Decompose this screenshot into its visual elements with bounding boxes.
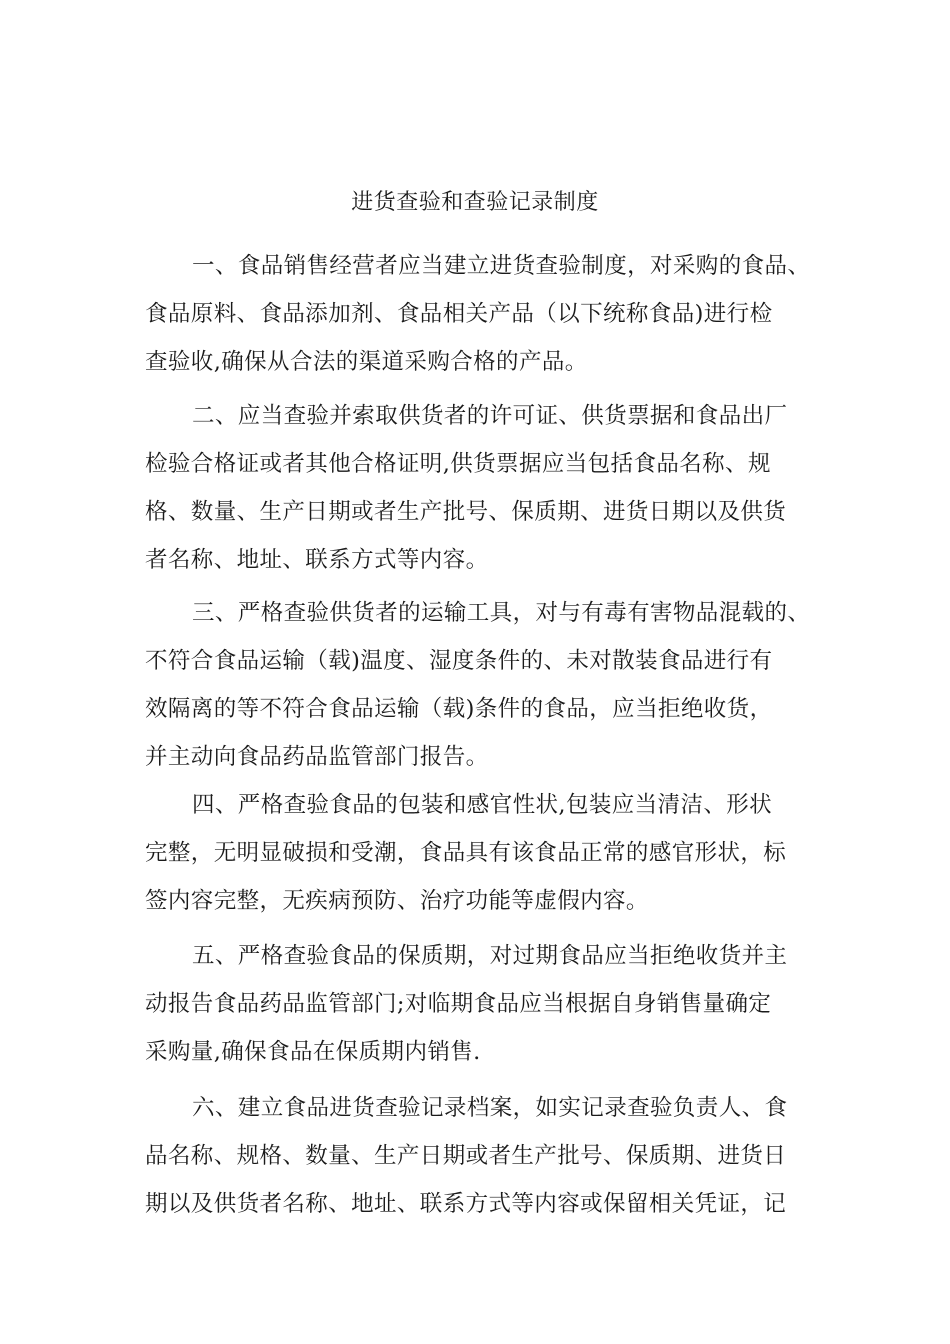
paragraph-line: 采购量,确保食品在保质期内销售.	[145, 1039, 481, 1065]
paragraph-line: 检验合格证或者其他合格证明,供货票据应当包括食品名称、规	[145, 451, 771, 477]
paragraph-6	[145, 1093, 825, 1237]
paragraph-line: 期以及供货者名称、地址、联系方式等内容或保留相关凭证，记	[145, 1191, 787, 1217]
paragraph-line: 二、应当查验并索取供货者的许可证、供货票据和食品出厂	[192, 403, 788, 429]
paragraph-3	[145, 598, 825, 790]
paragraph-line: 品名称、规格、数量、生产日期或者生产批号、保质期、进货日	[145, 1143, 787, 1169]
paragraph-line: 五、严格查验食品的保质期，对过期食品应当拒绝收货并主	[192, 943, 788, 969]
paragraph-line: 不符合食品运输（载)温度、湿度条件的、未对散装食品进行有	[145, 648, 773, 674]
paragraph-line: 四、严格查验食品的包装和感官性状,包装应当清洁、形状	[192, 792, 773, 818]
paragraph-line: 动报告食品药品监管部门;对临期食品应当根据自身销售量确定	[145, 991, 772, 1017]
paragraph-line: 效隔离的等不符合食品运输（载)条件的食品，应当拒绝收货，	[145, 696, 773, 722]
paragraph-line: 者名称、地址、联系方式等内容。	[145, 547, 489, 573]
paragraph-5	[145, 941, 825, 1085]
paragraph-line: 六、建立食品进货查验记录档案，如实记录查验负责人、食	[192, 1095, 788, 1121]
paragraph-line: 三、严格查验供货者的运输工具，对与有毒有害物品混载的、	[192, 600, 811, 626]
paragraph-line: 一、食品销售经营者应当建立进货查验制度，对采购的食品、	[192, 253, 811, 279]
paragraph-line: 食品原料、食品添加剂、食品相关产品（以下统称食品)进行检	[145, 301, 773, 327]
paragraph-line: 格、数量、生产日期或者生产批号、保质期、进货日期以及供货	[145, 499, 787, 525]
paragraph-2	[145, 401, 825, 593]
paragraph-line: 并主动向食品药品监管部门报告。	[145, 744, 489, 770]
paragraph-line: 签内容完整，无疾病预防、治疗功能等虚假内容。	[145, 888, 649, 914]
paragraph-line: 完整，无明显破损和受潮，食品具有该食品正常的感官形状，标	[145, 840, 787, 866]
paragraph-1	[145, 251, 825, 395]
paragraph-line: 查验收,确保从合法的渠道采购合格的产品。	[145, 349, 588, 375]
paragraph-4	[145, 790, 825, 934]
document-title: 进货查验和查验记录制度	[351, 190, 599, 215]
